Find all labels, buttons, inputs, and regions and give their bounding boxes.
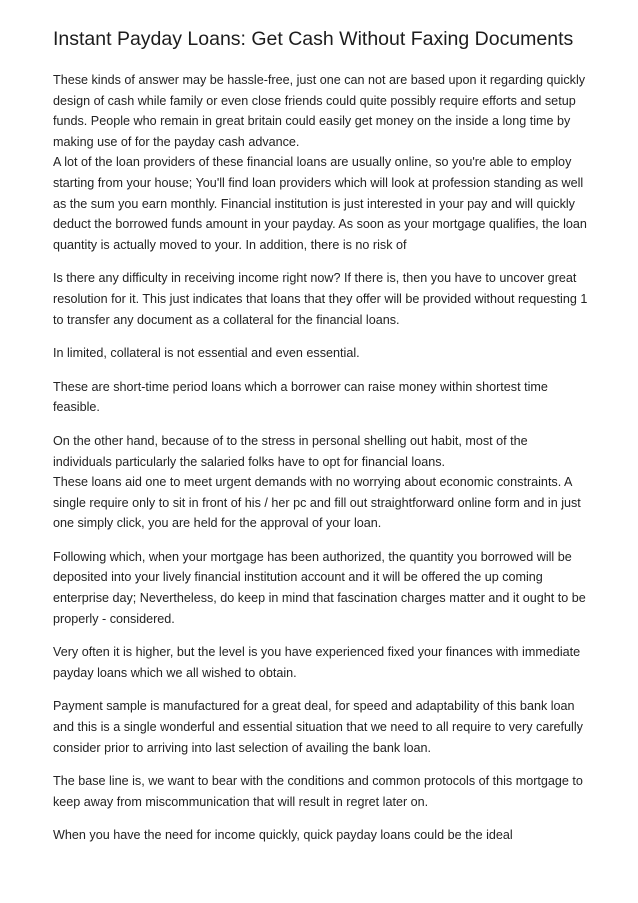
paragraph-gap	[53, 683, 588, 696]
paragraph-gap	[53, 629, 588, 642]
paragraph-gap	[53, 364, 588, 377]
paragraph-10: Payment sample is manufactured for a great deal, for speed and adaptability of this bank loan and this is a single wonderful and essential situation that we need to all require to very carefully consider prior to arriving into last selection of availing the bank loan.	[53, 699, 583, 755]
paragraph-gap	[53, 330, 588, 343]
paragraph-1: These kinds of answer may be hassle-free, just one can not are based upon it regarding quickly design of cash while family or even close friends could quite possibly require efforts and setup funds. People who remain in great britain could easily get money on the inside a long time by making use of for the payday cash advance.	[53, 73, 586, 149]
paragraph-4: In limited, collateral is not essential and even essential.	[53, 346, 360, 361]
paragraph-2: A lot of the loan providers of these financial loans are usually online, so you're able to employ starting from your house; You'll find loan providers which will look at profession standing as well as the sum you earn monthly. Financial institution is just interested in your pay and will quickly deduct the borrowed funds amount in your payday. As soon as your mortgage qualifies, the loan quantity is actually moved to your. In addition, there is no risk of	[53, 155, 587, 252]
document-title: Instant Payday Loans: Get Cash Without Faxing Documents	[53, 28, 574, 50]
paragraph-9: Very often it is higher, but the level is you have experienced fixed your finances with immediate payday loans which we all wished to obtain.	[53, 645, 581, 680]
paragraph-gap	[53, 534, 588, 547]
paragraph-5: These are short-time period loans which a borrower can raise money within shortest time feasible.	[53, 379, 548, 415]
paragraph-3: Is there any difficulty in receiving income right now? If there is, then you have to uncover great resolution for it. This just indicates that loans that they offer will be provided without requesting 1 to transfer any document as a collateral for the financial loans.	[53, 271, 588, 327]
paragraph-11: The base line is, we want to bear with the conditions and common protocols of this mortgage to keep away from miscommunication that will result in regret later on.	[53, 774, 583, 809]
document-page	[53, 26, 588, 846]
paragraph-gap	[53, 758, 588, 771]
paragraph-gap	[53, 255, 588, 268]
paragraph-6: On the other hand, because of to the stress in personal shelling out habit, most of the individuals particularly the salaried folks have to opt for financial loans.	[53, 433, 528, 469]
paragraph-8: Following which, when your mortgage has been authorized, the quantity you borrowed will be deposited into your lively financial institution account and it will be offered the up coming enterprise day; Nevertheless, do keep in mind that fascination charges matter and it ought to be properly - considered.	[53, 549, 586, 626]
paragraph-7: These loans aid one to meet urgent demands with no worrying about economic constraints. A single require only to sit in front of his / her pc and fill out straightforward online form and in just one simply click, you are held for the approval of your loan.	[53, 475, 581, 531]
paragraph-12: When you have the need for income quickly, quick payday loans could be the ideal	[53, 828, 513, 843]
paragraph-gap	[53, 812, 588, 825]
paragraph-gap	[53, 418, 588, 431]
